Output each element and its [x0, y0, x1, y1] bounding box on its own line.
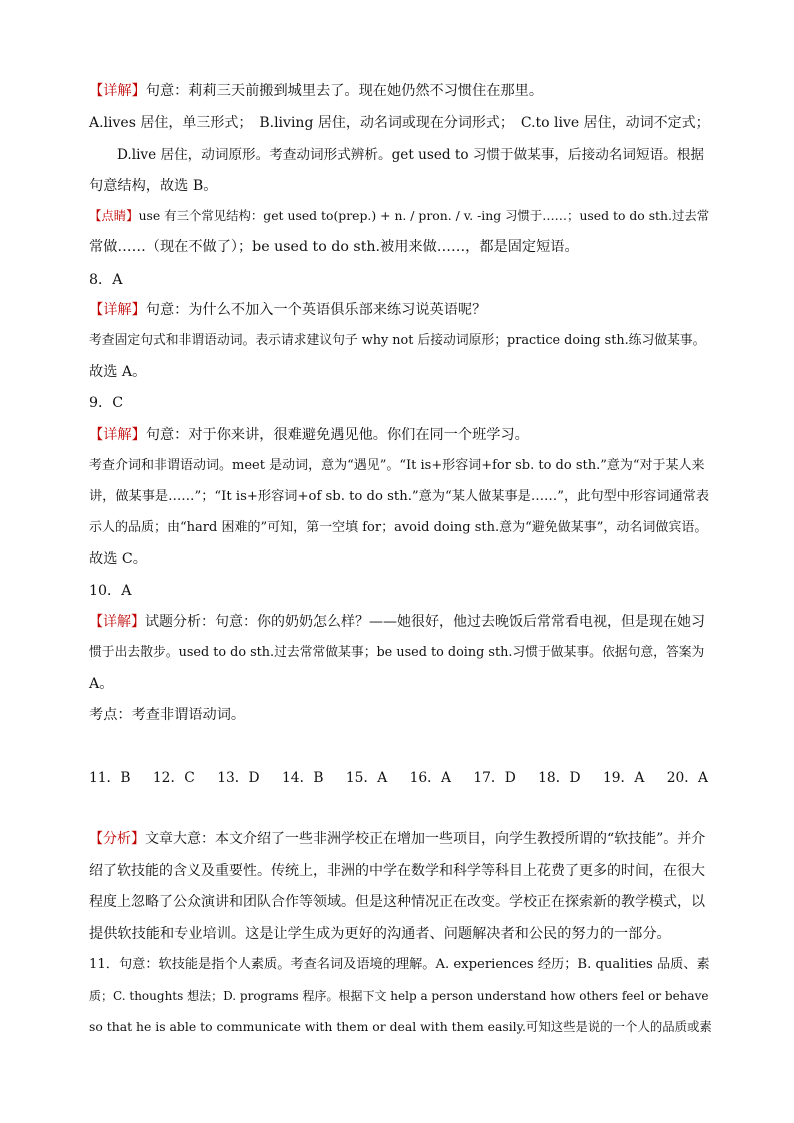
- text-line: 【详解】句意：为什么不加入一个英语俱乐部来练习说英语呢？: [89, 302, 487, 318]
- text-line: 常做……（现在不做了）；be used to do sth.被用来做……，都是固定短语。: [89, 239, 579, 255]
- answer-item: 14．B: [282, 770, 324, 786]
- text-line: 【详解】试题分析：句意：你的奶奶怎么样？——她很好，他过去晚饭后常常看电视，但是现在她习: [89, 614, 705, 630]
- text-line: 惯于出去散步。used to do sth.过去常常做某事；be used to doing sth.习惯于做某事。依据句意，答案为: [89, 645, 705, 660]
- text-line: 质；C. thoughts 想法；D. programs 程序。根据下文 help a person understand how others feel or behave: [89, 989, 709, 1003]
- question-number: 10．A: [89, 583, 132, 599]
- text-line: 【详解】句意：对于你来讲，很难避免遇见他。你们在同一个班学习。: [89, 427, 529, 443]
- text-line: 考查介词和非谓语动词。meet 是动词，意为“遇见”。“It is+形容词+for sb. to do sth.”意为“对于某人来: [89, 458, 705, 473]
- answer-item: 20．A: [666, 770, 709, 786]
- text-line: 讲，做某事是……”；“It is+形容词+of sb. to do sth.”意为“某人做某事是……”，此句型中形容词通常表: [89, 489, 710, 504]
- text-line: 句意结构，故选 B。: [89, 178, 218, 194]
- text-line: 【详解】句意：莉莉三天前搬到城里去了。现在她仍然不习惯住在那里。: [89, 83, 544, 99]
- answer-item: 15．A: [345, 770, 388, 786]
- text-line: 故选 C。: [89, 551, 147, 567]
- text-line: 【分析】文章大意：本文介绍了一些非洲学校正在增加一些项目，向学生教授所谓的“软技能”。并介: [89, 831, 706, 847]
- text-line: 示人的品质；由“hard 困难的”可知，第一空填 for；avoid doing sth.意为“避免做某事”，动名词做宾语。: [89, 520, 708, 535]
- answer-item: 13．D: [217, 770, 260, 786]
- text-line: so that he is able to communicate with them or deal with them easily.可知这些是说的一个人的品质或素: [89, 1019, 712, 1034]
- text-line: 11．句意：软技能是指个人素质。考查名词及语境的理解。A. experiences 经历；B. qualities 品质、素: [89, 957, 710, 972]
- question-number: 8．A: [89, 272, 123, 288]
- text-line: 绍了软技能的含义及重要性。传统上，非洲的中学在数学和科学等科目上花费了更多的时间，在很大: [89, 863, 705, 879]
- text-line: 考点：考查非谓语动词。: [89, 707, 246, 723]
- section-tag: 【详解】: [89, 614, 145, 630]
- text-line: 考查固定句式和非谓语动词。表示请求建议句子 why not 后接动词原形；practice doing sth.练习做某事。: [89, 333, 706, 348]
- answer-item: 18．D: [538, 770, 581, 786]
- text-line: 程度上忽略了公众演讲和团队合作等领域。但是这种情况正在改变。学校正在探索新的教学模式，以: [89, 894, 705, 910]
- section-tag: 【详解】: [89, 427, 146, 443]
- text-line: A。: [89, 676, 114, 692]
- section-tag: 【详解】: [89, 302, 146, 318]
- answer-item: 16．A: [409, 770, 451, 786]
- text-line: 提供软技能和专业培训。这是让学生成为更好的沟通者、问题解决者和公民的努力的一部分。: [89, 926, 671, 942]
- answer-item: 12．C: [152, 770, 195, 786]
- question-number: 9．C: [89, 395, 124, 411]
- section-tag: 【详解】: [89, 83, 146, 99]
- answer-item: 19．A: [602, 770, 645, 786]
- text-line: 故选 A。: [89, 364, 147, 380]
- answer-key-row: [89, 768, 708, 788]
- text-line: 【点睛】use 有三个常见结构：get used to(prep.) + n. / pron. / v. -ing 习惯于……；used to do sth.过去常: [89, 208, 710, 223]
- section-tag: 【点睛】: [89, 208, 139, 223]
- text-line: A.lives 居住，单三形式； B.living 居住，动名词或现在分词形式； C.to live 居住，动词不定式；: [89, 115, 710, 131]
- answer-item: 17．D: [473, 770, 516, 786]
- text-line: D.live 居住，动词原形。考查动词形式辨析。get used to 习惯于做某事，后接动名词短语。根据: [117, 147, 704, 163]
- answer-item: 11．B: [89, 770, 131, 786]
- section-tag: 【分析】: [89, 831, 145, 847]
